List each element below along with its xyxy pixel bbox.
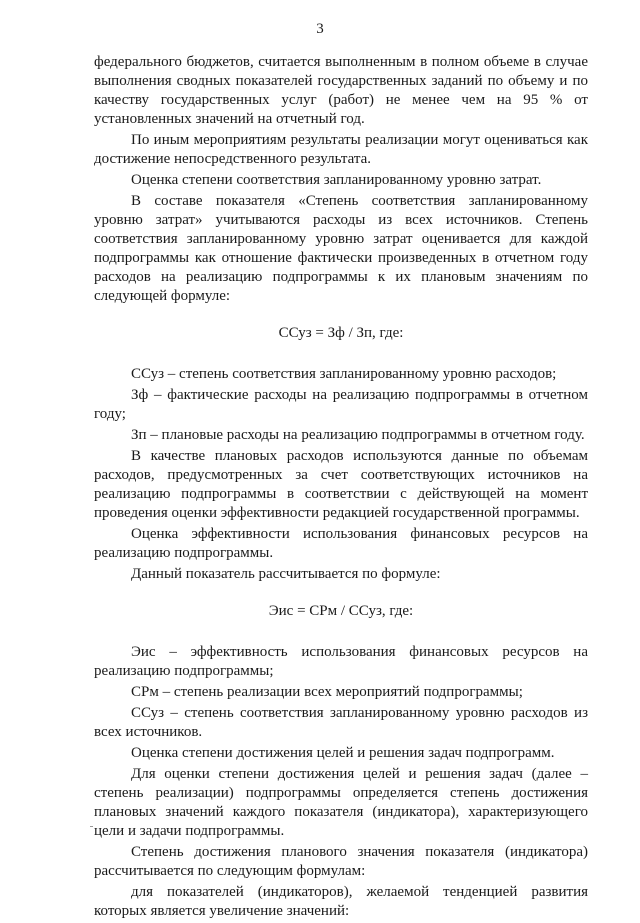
paragraph: Для оценки степени достижения целей и решения задач (далее – степень реализации) подпрограммы определяется степень достижения плановых значений каждого показателя (индикатора), характеризующего цели и задачи подпрограммы. xyxy=(94,766,588,839)
paragraph: СРм – степень реализации всех мероприятий подпрограммы; xyxy=(131,684,523,700)
paragraph: В качестве плановых расходов используются данные по объемам расходов, предусмотренных за счет соответствующих источников на реализацию подпрограммы в соответствии с действующей на момент проведения оценки эффективности редакцией государственной программы. xyxy=(94,448,588,521)
document-body xyxy=(94,53,588,923)
paragraph: Данный показатель рассчитывается по формуле: xyxy=(131,566,441,582)
paragraph: ССуз – степень соответствия запланированному уровню расходов из всех источников. xyxy=(94,705,588,740)
scan-artifact xyxy=(90,826,93,827)
paragraph: Эис – эффективность использования финансовых ресурсов на реализацию подпрограммы; xyxy=(94,644,588,679)
paragraph: Оценка эффективности использования финансовых ресурсов на реализацию подпрограммы. xyxy=(94,526,588,561)
page-number: 3 xyxy=(316,21,324,37)
paragraph: Зп – плановые расходы на реализацию подпрограммы в отчетном году. xyxy=(131,427,585,443)
paragraph: Оценка степени достижения целей и решения задач подпрограмм. xyxy=(131,745,555,761)
paragraph: Зф – фактические расходы на реализацию подпрограммы в отчетном году; xyxy=(94,387,588,422)
formula: ССуз = Зф / Зп, где: xyxy=(278,325,404,341)
paragraph: В составе показателя «Степень соответствия запланированному уровню затрат» учитываются расходы из всех источников. Степень соответствия запланированному уровню затрат оценивается для каждой подпрограммы как отношение фактически произведенных в отчетном году расходов на реализацию подпрограммы к их плановым значениям по следующей формуле: xyxy=(94,193,588,304)
paragraph: Степень достижения планового значения показателя (индикатора) рассчитывается по следующим формулам: xyxy=(94,844,588,879)
formula: Эис = СРм / ССуз, где: xyxy=(268,603,414,619)
paragraph: федерального бюджетов, считается выполненным в полном объеме в случае выполнения сводных показателей государственных заданий по объему и по качеству государственных услуг (работ) не менее чем на 95 % от установленных значений на отчетный год. xyxy=(94,54,588,127)
paragraph: По иным мероприятиям результаты реализации могут оцениваться как достижение непосредственного результата. xyxy=(94,132,588,167)
paragraph: для показателей (индикаторов), желаемой тенденцией развития которых является увеличение значений: xyxy=(94,884,588,919)
paragraph: ССуз – степень соответствия запланированному уровню расходов; xyxy=(131,366,557,382)
paragraph: Оценка степени соответствия запланированному уровню затрат. xyxy=(131,172,542,188)
